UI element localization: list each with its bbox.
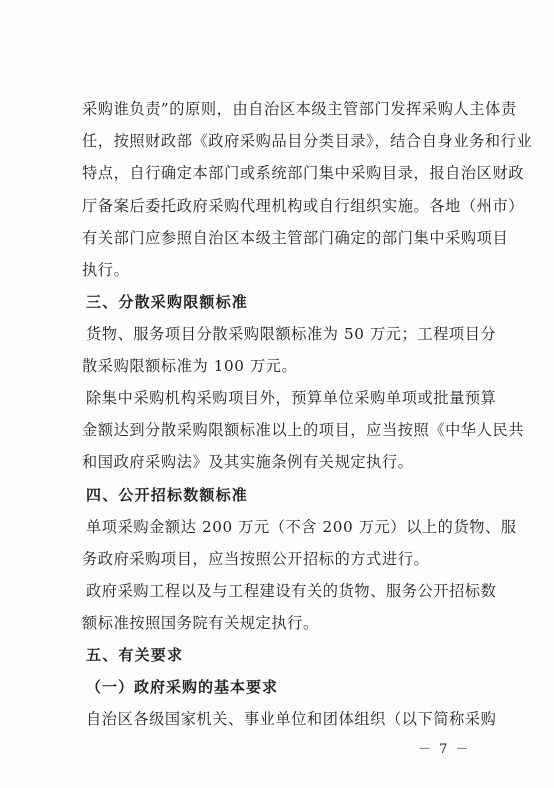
section-heading-4: 四、公开招标数额标准 <box>86 486 249 504</box>
body-text-line: 执行。 <box>82 261 130 279</box>
body-text-line: 单项采购金额达 200 万元（不含 200 万元）以上的货物、服 <box>86 518 517 536</box>
body-text-line: 厅备案后委托政府采购代理机构或自行组织实施。各地（州市） <box>82 197 525 215</box>
body-text-line: 任，按照财政部《政府采购品目分类目录》，结合自身业务和行业 <box>82 132 533 150</box>
body-text-line: 额标准按照国务院有关规定执行。 <box>82 614 319 632</box>
body-text-line: 采购谁负责”的原则，由自治区本级主管部门发挥采购人主体责 <box>82 100 517 118</box>
body-text-line: 务政府采购项目，应当按照公开招标的方式进行。 <box>82 550 430 568</box>
body-text-line: 特点，自行确定本部门或系统部门集中采购目录，报自治区财政 <box>82 164 525 182</box>
body-text-line: 有关部门应参照自治区本级主管部门确定的部门集中采购项目 <box>82 229 509 247</box>
body-text-line: 散采购限额标准为 100 万元。 <box>82 357 298 375</box>
section-heading-5: 五、有关要求 <box>86 646 184 664</box>
subsection-heading: （一）政府采购的基本要求 <box>86 678 279 696</box>
body-text-line: 货物、服务项目分散采购限额标准为 50 万元；工程项目分 <box>86 325 497 343</box>
body-text-line: 政府采购工程以及与工程建设有关的货物、服务公开招标数 <box>86 582 497 600</box>
body-text-line: 自治区各级国家机关、事业单位和团体组织（以下简称采购 <box>86 710 497 728</box>
body-text-line: 和国政府采购法》及其实施条例有关规定执行。 <box>82 453 414 471</box>
body-text-line: 除集中采购机构采购项目外，预算单位采购单项或批量预算 <box>86 389 497 407</box>
section-heading-3: 三、分散采购限额标准 <box>86 293 249 311</box>
page-number: － 7 － <box>418 742 471 757</box>
body-text-line: 金额达到分散采购限额标准以上的项目，应当按照《中华人民共 <box>82 421 525 439</box>
